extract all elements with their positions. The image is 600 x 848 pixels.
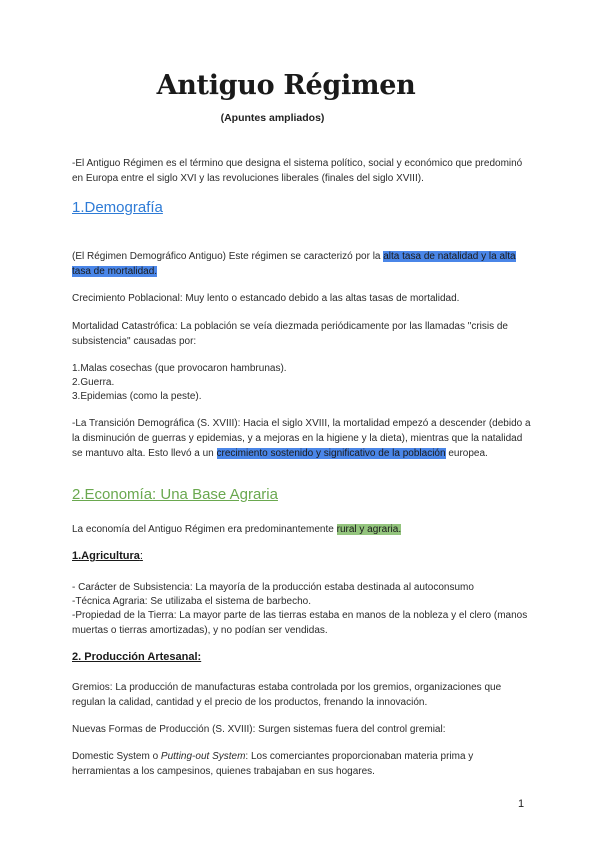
crisis-list-item: 3.Epidemias (como la peste).: [72, 391, 202, 402]
text-run: La economía del Antiguo Régimen era predominantemente: [72, 524, 337, 535]
page-subtitle: (Apuntes ampliados): [220, 112, 325, 124]
page-title: Antiguo Régimen: [156, 70, 416, 101]
subsection-heading-produccion: 2. Producción Artesanal:: [72, 651, 202, 663]
economia-paragraph: [72, 522, 532, 537]
agricultura-item: -Propiedad de la Tierra: La mayor parte de las tierras estaba en manos de la nobleza y el clero (manos muertas o tierras amortizadas), y no podían ser vendidas.: [72, 610, 528, 636]
subsection-heading-agricultura: [72, 550, 143, 562]
gremios-paragraph: Gremios: La producción de manufacturas estaba controlada por los gremios, organizaciones que regulan la calidad, cantidad y el precio de los productos, frenando la innovación.: [72, 682, 502, 708]
mortalidad-paragraph: Mortalidad Catastrófica: La población se veía diezmada periódicamente por las llamadas "crisis de subsistencia" causadas por:: [72, 321, 508, 347]
highlight-natalidad-mortalidad: alta tasa de natalidad y la alta tasa de mortalidad.: [72, 251, 516, 277]
page-number: 1: [518, 798, 525, 810]
text-run: Domestic System o: [72, 751, 161, 762]
agricultura-item: -Técnica Agraria: Se utilizaba el sistema de barbecho.: [72, 596, 312, 607]
crisis-list-item: 1.Malas cosechas (que provocaron hambrunas).: [72, 363, 287, 374]
demografia-paragraph-1: [72, 249, 532, 279]
text-run: :: [139, 550, 143, 562]
intro-paragraph: -El Antiguo Régimen es el término que designa el sistema político, social y económico que predominó en Europa entre el siglo XVI y las revoluciones liberales (finales del siglo XVIII).: [72, 158, 523, 184]
agricultura-item: - Carácter de Subsistencia: La mayoría de la producción estaba destinada al autoconsumo: [72, 582, 474, 593]
text-run: 1.Agricultura: [72, 550, 140, 562]
highlight-rural-agraria: rural y agraria.: [336, 524, 402, 535]
text-run: (El Régimen Demográfico Antiguo) Este régimen se caracterizó por la: [72, 251, 384, 262]
nuevas-formas-paragraph: Nuevas Formas de Producción (S. XVIII): Surgen sistemas fuera del control gremial:: [72, 724, 446, 735]
highlight-crecimiento-poblacion: crecimiento sostenido y significativo de la población: [216, 448, 446, 459]
transicion-paragraph: [72, 416, 532, 461]
crecimiento-paragraph: Crecimiento Poblacional: Muy lento o estancado debido a las altas tasas de mortalidad.: [72, 293, 460, 304]
text-run: : Los comerciantes proporcionaban materia prima y herramientas a los campesinos, quienes trabajaban en sus hogares.: [72, 751, 474, 777]
text-run: -La Transición Demográfica (S. XVIII): Hacia el siglo XVIII, la mortalidad empezó a descender (debido a la disminución de guerras y epidemias, y a mejoras en la higiene y la dieta), mientras que la natalidad se mantuvo alta. Esto llevó a un: [72, 418, 531, 459]
domestic-system-paragraph: [72, 749, 532, 779]
section-heading-demografia: 1.Demografía: [72, 199, 163, 216]
crisis-list-item: 2.Guerra.: [72, 377, 115, 388]
section-heading-economia: 2.Economía: Una Base Agraria: [72, 486, 278, 503]
text-run-italic: Putting-out System: [160, 751, 246, 762]
text-run: europea.: [445, 448, 488, 459]
